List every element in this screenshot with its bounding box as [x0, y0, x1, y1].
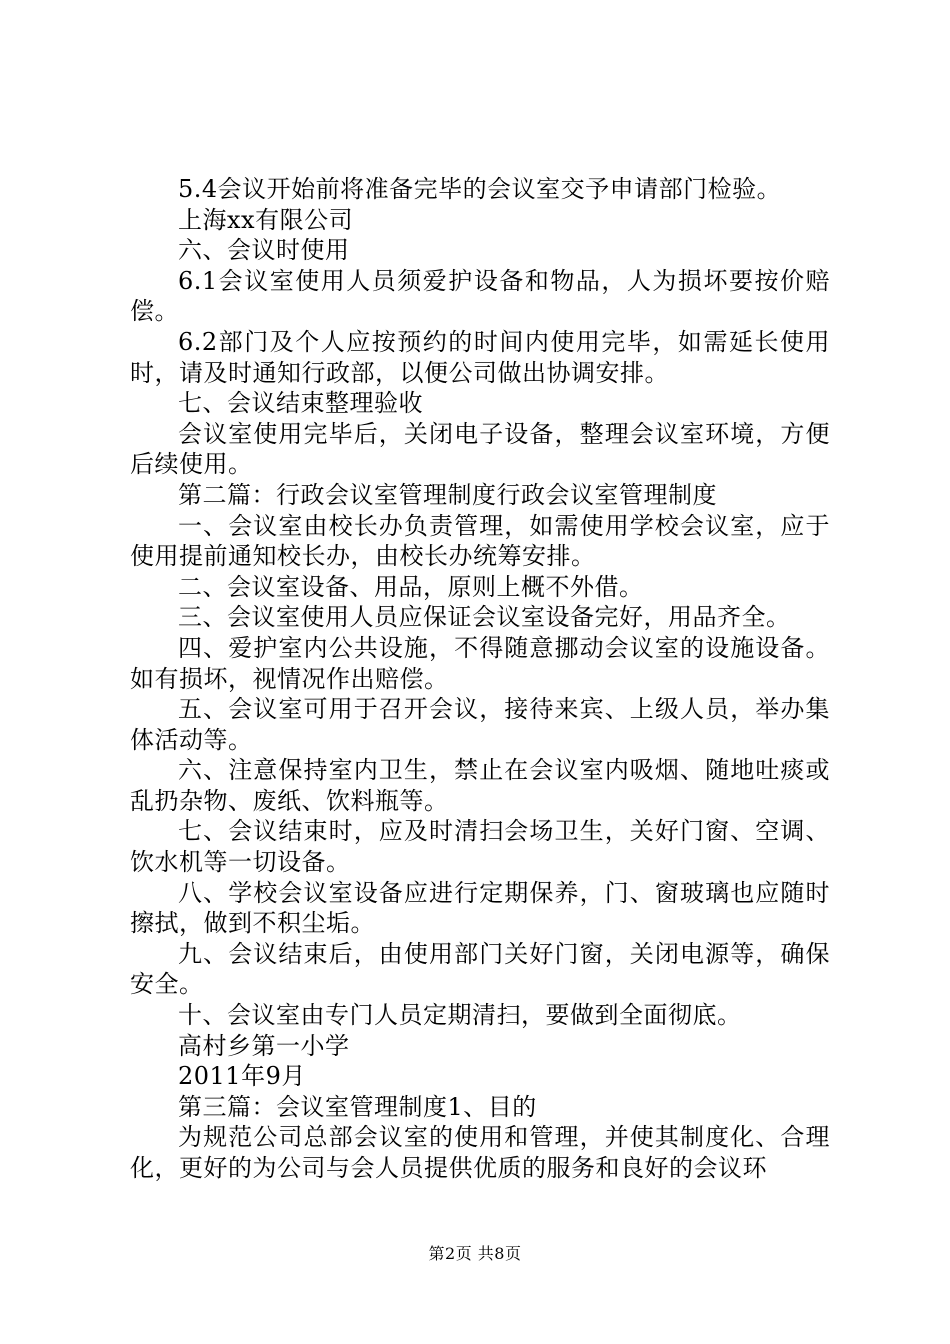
- signature-date: 2011年9月: [178, 1062, 306, 1091]
- paragraph: 六、注意保持室内卫生，禁止在会议室内吸烟、随地吐痰或乱扔杂物、废纸、饮料瓶等。: [130, 756, 830, 815]
- paragraph: 一、会议室由校长办负责管理，如需使用学校会议室，应于使用提前通知校长办，由校长办统筹安排。: [130, 511, 830, 571]
- chapter-heading: 第二篇：行政会议室管理制度行政会议室管理制度: [178, 480, 717, 509]
- paragraph: 会议室使用完毕后，关闭电子设备，整理会议室环境，方便后续使用。: [130, 419, 830, 479]
- page-number-footer: 第2页 共8页: [428, 1244, 522, 1263]
- paragraph: 二、会议室设备、用品，原则上概不外借。: [178, 572, 644, 601]
- paragraph: 八、学校会议室设备应进行定期保养，门、窗玻璃也应随时擦拭，做到不积尘垢。: [130, 878, 830, 938]
- paragraph: 四、爱护室内公共设施，不得随意挪动会议室的设施设备。如有损坏，视情况作出赔偿。: [130, 633, 830, 693]
- section-heading: 七、会议结束整理验收: [178, 389, 423, 418]
- paragraph: 七、会议结束时，应及时清扫会场卫生，关好门窗、空调、饮水机等一切设备。: [130, 817, 830, 877]
- document-body: [130, 174, 830, 1184]
- signature-organization: 高村乡第一小学: [178, 1031, 350, 1060]
- paragraph: 九、会议结束后，由使用部门关好门窗，关闭电源等，确保安全。: [130, 939, 830, 999]
- paragraph: 为规范公司总部会议室的使用和管理，并使其制度化、合理化，更好的为公司与会人员提供优质的服务和良好的会议环: [130, 1123, 830, 1182]
- paragraph: 6.1会议室使用人员须爱护设备和物品，人为损坏要按价赔偿。: [130, 266, 830, 326]
- paragraph: 三、会议室使用人员应保证会议室设备完好，用品齐全。: [178, 603, 791, 632]
- paragraph: 五、会议室可用于召开会议，接待来宾、上级人员，举办集体活动等。: [130, 695, 830, 754]
- section-heading: 六、会议时使用: [178, 236, 350, 265]
- paragraph: 十、会议室由专门人员定期清扫，要做到全面彻底。: [178, 1001, 742, 1030]
- chapter-heading: 第三篇：会议室管理制度1、目的: [178, 1092, 537, 1121]
- paragraph: 上海xx有限公司: [178, 205, 354, 234]
- paragraph: 6.2部门及个人应按预约的时间内使用完毕，如需延长使用时，请及时通知行政部，以便公司做出协调安排。: [130, 327, 830, 387]
- paragraph: 5.4会议开始前将准备完毕的会议室交予申请部门检验。: [178, 175, 782, 203]
